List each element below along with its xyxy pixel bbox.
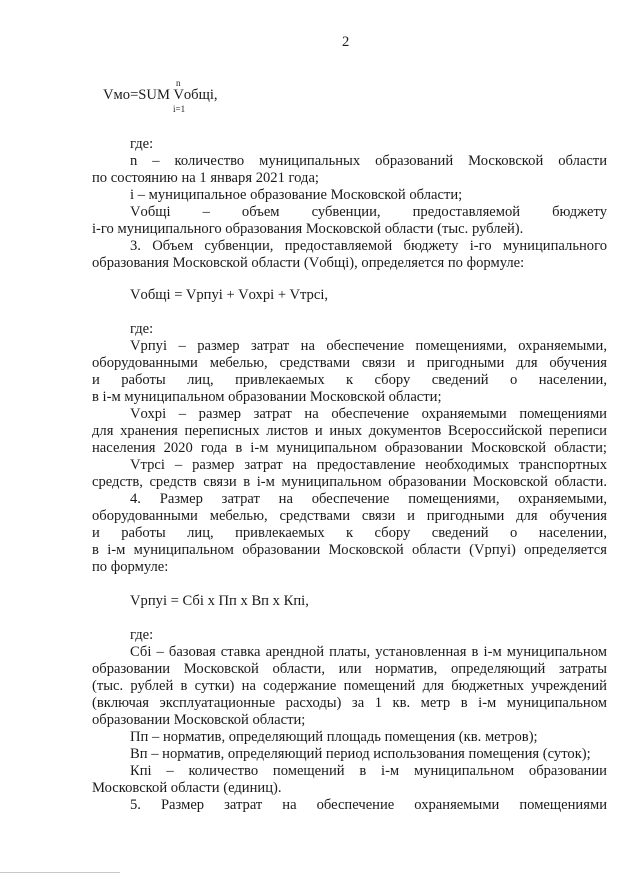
text-line: Вп – норматив, определяющий период использования помещения (суток); — [130, 746, 591, 762]
text-line: Vтрсi – размер затрат на предоставление необходимых транспортных — [130, 457, 607, 473]
page-number: 2 — [342, 34, 350, 50]
text-line: образования Московской области (Vобщi), определяется по формуле: — [92, 255, 525, 271]
text-line: Vрпуi – размер затрат на обеспечение помещениями, охраняемыми, — [130, 338, 607, 354]
text-line: оборудованными мебелью, средствами связи и пригодными для обучения — [92, 508, 607, 524]
text-line: n – количество муниципальных образований Московской области — [130, 153, 607, 169]
text-line: в i-м муниципальном образовании Московской области; — [92, 389, 442, 405]
text-line: Vобщi – объем субвенции, предоставляемой бюджету — [130, 204, 607, 220]
text-line: Пп – норматив, определяющий площадь помещения (кв. метров); — [130, 729, 538, 745]
formula-vmo: Vмо=SUM Vобщi, — [103, 87, 218, 103]
text-line: для хранения переписных листов и иных документов Всероссийской переписи — [92, 423, 607, 439]
text-line: Кпi – количество помещений в i-м муниципальном образовании — [130, 763, 607, 779]
text-line: образовании Московской области; — [92, 712, 306, 728]
text-line: 4. Размер затрат на обеспечение помещениями, охраняемыми, — [130, 491, 607, 507]
text-line: и работы лиц, привлекаемых к сбору сведений о населении, — [92, 372, 607, 388]
text-line: и работы лиц, привлекаемых к сбору сведений о населении, — [92, 525, 607, 541]
text-line: оборудованными мебелью, средствами связи и пригодными для обучения — [92, 355, 607, 371]
text-line: Московской области (единиц). — [92, 780, 282, 796]
text-line: i-го муниципального образования Московской области (тыс. рублей). — [92, 221, 524, 237]
text-line: Vохрi – размер затрат на обеспечение охраняемыми помещениями — [130, 406, 607, 422]
text-line: (тыс. рублей в сутки) на содержание помещений для бюджетных учреждений — [92, 678, 607, 694]
text-line: в i-м муниципальном образовании Московской области (Vрпуi) определяется — [92, 542, 607, 558]
text-line: населения 2020 года в i-м муниципальном образовании Московской области; — [92, 440, 607, 456]
text-line: по формуле: — [92, 559, 169, 575]
text-line: по состоянию на 1 января 2021 года; — [92, 170, 319, 186]
text-line: (включая эксплуатационные расходы) за 1 кв. метр в i-м муниципальном — [92, 695, 607, 711]
formula-sum-upper-limit: n — [176, 78, 181, 88]
formula-sum-lower-limit: i=1 — [173, 104, 186, 114]
text-line: i – муниципальное образование Московской области; — [130, 187, 463, 203]
text-line: где: — [130, 627, 154, 643]
text-line: 5. Размер затрат на обеспечение охраняемыми помещениями — [130, 797, 607, 813]
formula-vobsch: Vобщi = Vрпуi + Vохрi + Vтрсi, — [130, 287, 329, 303]
text-line: средств, средств связи в i-м муниципальном образовании Московской области. — [92, 474, 607, 490]
text-line: образовании Московской области, или норматив, определяющий затраты — [92, 661, 607, 677]
text-line: где: — [130, 321, 154, 337]
text-line: 3. Объем субвенции, предоставляемой бюджету i-го муниципального — [130, 238, 607, 254]
page-edge-line — [0, 872, 120, 873]
text-line: Сбi – базовая ставка арендной платы, установленная в i-м муниципальном — [130, 644, 607, 660]
text-line: где: — [130, 136, 154, 152]
formula-vrpu: Vрпуi = Сбi x Пп x Вп x Кпi, — [130, 593, 309, 609]
